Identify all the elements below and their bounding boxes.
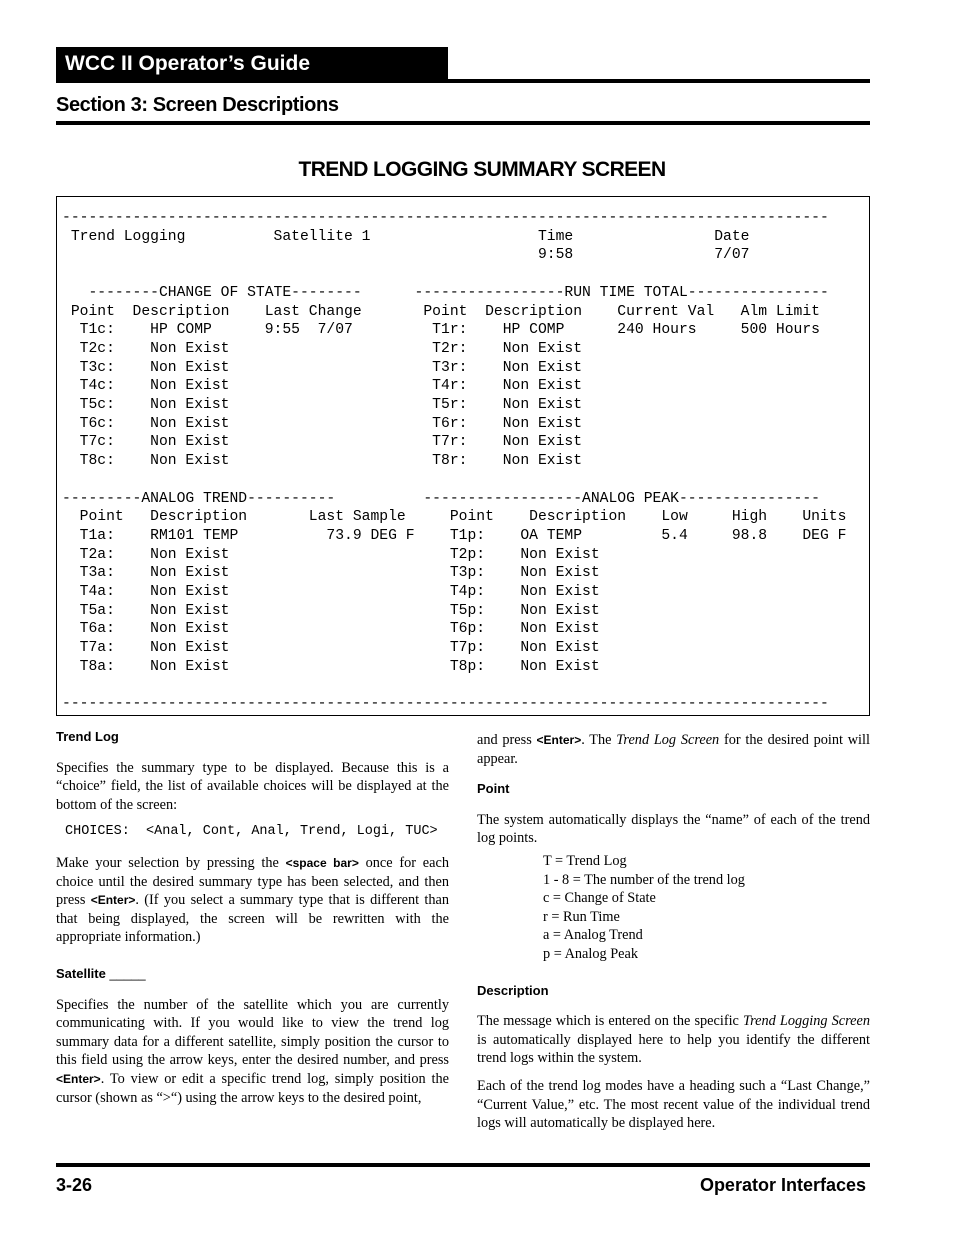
description-paragraph-1: The message which is entered on the specific Trend Logging Screen is automatically displayed here to help you identify the different trend logs within the system. xyxy=(477,1013,870,1067)
terminal-screen xyxy=(56,196,870,716)
left-column xyxy=(56,728,449,1116)
trend-log-heading: Trend Log xyxy=(56,729,119,744)
legend-item: T = Trend Log xyxy=(543,852,627,869)
enter-key: <Enter> xyxy=(90,893,136,908)
header-rule-section xyxy=(56,121,870,125)
point-heading: Point xyxy=(477,781,510,797)
description-heading: Description xyxy=(477,982,549,998)
page-number: 3-26 xyxy=(56,1175,93,1195)
footer-section-name: Operator Interfaces xyxy=(699,1175,866,1195)
legend-item: p = Analog Peak xyxy=(543,945,639,962)
legend-item: 1 - 8 = The number of the trend log xyxy=(543,871,745,888)
point-paragraph: The system automatically displays the “name” of each of the trend log points. xyxy=(477,811,870,847)
terminal-screen-text: --------------------------------------------------------------------------------------- Trend Logging Satellite 1 Time Date 9:58 7/07 --------CHANGE OF STATE-------- -----------------RUN TIME TOTAL---------------- Point Description Last Change Point Description Current Val Alm Limit T1c: HP COMP 9:55 7/07 T1r: HP COMP 240 Hours 500 Hours T2c: Non Exist T2r: Non Exist T3c: Non Exist T3r: Non Exist T4c: Non Exist T4r: Non Exist T5c: Non Exist T5r: Non Exist T6c: Non Exist T6r: Non Exist T7c: Non Exist T7r: Non Exist T8c: Non Exist T8r: Non Exist ---------ANALOG TREND---------- ------------------ANALOG PEAK---------------- Point Description Last Sample Point Description Low High Units T1a: RM101 TEMP 73.9 DEG F T1p: OA TEMP 5.4 98.8 DEG F T2a: Non Exist T2p: Non Exist T3a: Non Exist T3p: Non Exist T4a: Non Exist T4p: Non Exist T5a: Non Exist T5p: Non Exist T6a: Non Exist T6p: Non Exist T7a: Non Exist T7p: Non Exist T8a: Non Exist T8p: Non Exist --------------------------------------------------------------------------------------- xyxy=(62,210,847,713)
page-title: TREND LOGGING SUMMARY SCREEN xyxy=(298,158,666,181)
footer-rule xyxy=(56,1163,870,1167)
legend-item: r = Run Time xyxy=(543,908,620,925)
enter-paragraph: and press <Enter>. The Trend Log Screen for the desired point will appear. xyxy=(477,732,870,767)
right-column xyxy=(477,731,870,1142)
legend-item: c = Change of State xyxy=(543,890,656,907)
enter-key: <Enter> xyxy=(56,1071,101,1086)
space-bar-key: <space bar> xyxy=(285,855,359,870)
section-title: Section 3: Screen Descriptions xyxy=(56,94,339,116)
point-legend xyxy=(543,852,870,964)
satellite-paragraph: Specifies the number of the satellite which you are currently communicating with. If you would like to view the trend log summary data for a different satellite, simply position the cursor to this field using the arrow keys, enter the desired number, and press <Enter>. To view or edit a specific trend log, simply position the cursor (shown as “>“) using the arrow keys to the desired point, xyxy=(56,996,449,1106)
choices-line: CHOICES: <Anal, Cont, Anal, Trend, Logi, TUC> xyxy=(65,824,438,840)
legend-item: a = Analog Trend xyxy=(543,927,643,944)
header-rule-top xyxy=(56,79,870,83)
satellite-heading: Satellite _____ xyxy=(56,965,146,981)
selection-paragraph: Make your selection by pressing the <space bar> once for each choice until the desired summary type has been selected, and then press <Enter>. (If you select a summary type that is different than that being displayed, the screen will be rewritten with the appropriate information.) xyxy=(56,854,449,946)
guide-title: WCC II Operator’s Guide xyxy=(56,47,448,81)
enter-key: <Enter> xyxy=(536,733,582,747)
description-paragraph-2: Each of the trend log modes have a heading such a “Last Change,” “Current Value,” etc. The most recent value of the individual trend logs will automatically be displayed here. xyxy=(477,1077,870,1132)
trend-log-paragraph: Specifies the summary type to be displayed. Because this is a “choice” field, the list of available choices will be displayed at the bottom of the screen: xyxy=(56,759,449,813)
